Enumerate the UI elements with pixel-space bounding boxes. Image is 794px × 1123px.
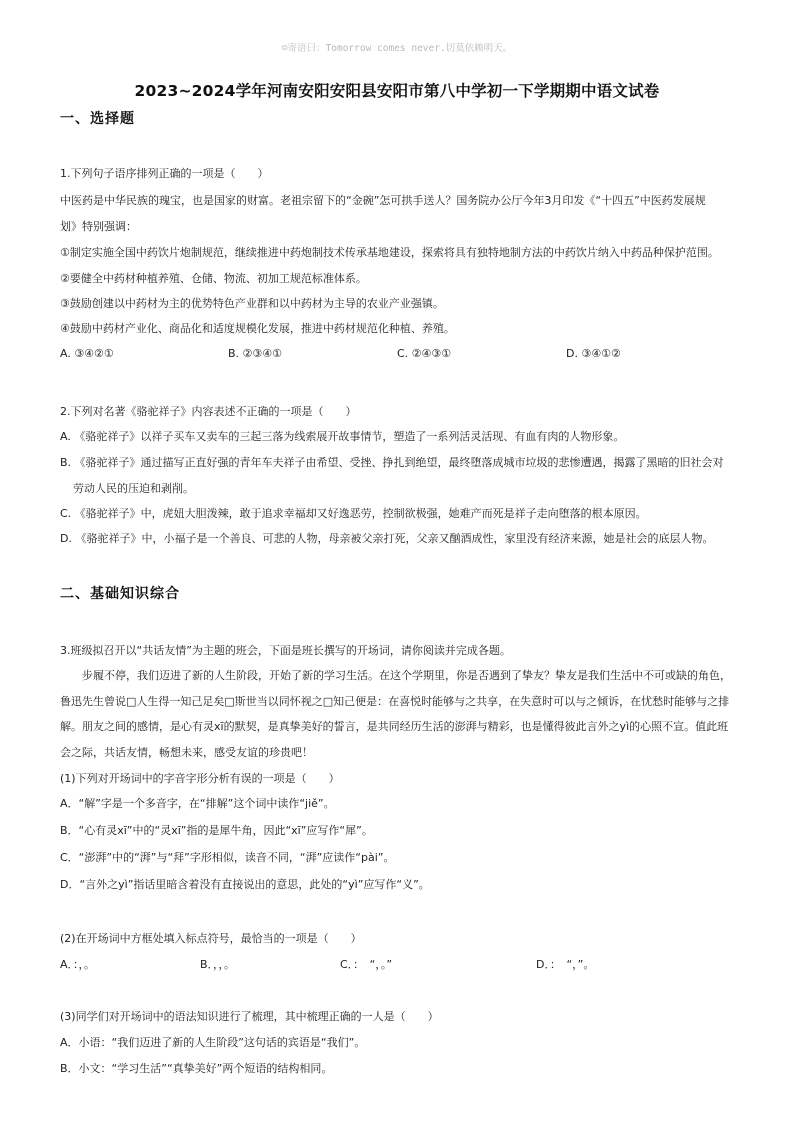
q3-sub3-option-b[interactable]: B．小文：“学习生活”“真挚美好”两个短语的结构相同。 xyxy=(60,1062,333,1075)
q3-passage-line: 解。朋友之间的感情，是心有灵xī的默契，是真挚美好的誓言，是共同经历生活的澎湃与精彩，也是懂得彼此言外之yì的心照不宣。值此班 xyxy=(60,720,729,733)
q3-sub1-option-b[interactable]: B．“心有灵xī”中的“灵xī”指的是犀牛角，因此“xī”应写作“犀”。 xyxy=(60,824,373,837)
header-motto: ☺寄语曰：Tomorrow comes never.切莫依赖明天。 xyxy=(281,43,513,54)
q3-sub1-option-d[interactable]: D．“言外之yì”指话里暗含着没有直接说出的意思，此处的“yì”应写作“义”。 xyxy=(60,878,430,891)
q2-option-a[interactable]: A. 《骆驼祥子》以祥子买车又卖车的三起三落为线索展开故事情节，塑造了一系列活灵活现、有血有肉的人物形象。 xyxy=(60,430,625,443)
q3-passage-line: 步履不停，我们迈进了新的人生阶段，开始了新的学习生活。在这个学期里，你是否遇到了挚友？挚友是我们生活中不可或缺的角色， xyxy=(60,669,731,682)
q1-passage-line: 中医药是中华民族的瑰宝，也是国家的财富。老祖宗留下的“金碗”怎可拱手送人？国务院办公厅今年3月印发《“十四五”中医药发展规 xyxy=(60,194,706,207)
q1-passage-line: 划》特别强调： xyxy=(60,220,137,233)
q1-option-d[interactable]: D. ③④①② xyxy=(566,347,621,360)
q1-item-3: ③鼓励创建以中药材为主的优势特色产业群和以中药材为主导的农业产业强镇。 xyxy=(60,297,444,310)
q1-option-b[interactable]: B. ②③④① xyxy=(228,347,282,360)
q3-sub2-option-b[interactable]: B．，，。 xyxy=(200,958,236,971)
q3-sub1-stem: (1)下列对开场词中的字音字形分析有误的一项是（ ） xyxy=(60,772,340,785)
section-heading-choice: 一、选择题 xyxy=(60,111,135,127)
q3-sub2-option-d[interactable]: D．： “，”。 xyxy=(536,958,595,971)
q1-item-2: ②要健全中药材种植养殖、仓储、物流、初加工规范标准体系。 xyxy=(60,272,367,285)
q3-sub2-stem: (2)在开场词中方框处填入标点符号，最恰当的一项是（ ） xyxy=(60,932,362,945)
q3-sub2-option-a[interactable]: A．：，。 xyxy=(60,958,96,971)
section-heading-basics: 二、基础知识综合 xyxy=(60,586,180,602)
q3-sub3-stem: (3)同学们对开场词中的语法知识进行了梳理，其中梳理正确的一人是（ ） xyxy=(60,1010,439,1023)
q2-option-d[interactable]: D. 《骆驼祥子》中，小福子是一个善良、可悲的人物，母亲被父亲打死，父亲又酗酒成性，家里没有经济来源，她是社会的底层人物。 xyxy=(60,532,714,545)
q3-passage-line: 会之际，共话友情，畅想未来，感受友谊的珍贵吧！ xyxy=(60,746,313,759)
q3-sub3-option-a[interactable]: A．小语：“我们迈进了新的人生阶段”这句话的宾语是“我们”。 xyxy=(60,1036,366,1049)
q2-option-b-continued[interactable]: 劳动人民的压迫和剥削。 xyxy=(73,482,194,495)
q1-item-4: ④鼓励中药材产业化、商品化和适度规模化发展，推进中药材规范化种植、养殖。 xyxy=(60,322,455,335)
q1-stem: 1.下列句子语序排列正确的一项是（ ） xyxy=(60,167,269,180)
q3-passage-line: 鲁迅先生曾说□人生得一知己足矣□斯世当以同怀视之□知己便是：在喜悦时能够与之共享，在失意时可以与之倾诉，在忧愁时能够与之排 xyxy=(60,695,730,708)
q3-sub1-option-a[interactable]: A．“解”字是一个多音字，在“排解”这个词中读作“jiě”。 xyxy=(60,797,335,810)
page-title: 2023~2024学年河南安阳安阳县安阳市第八中学初一下学期期中语文试卷 xyxy=(134,82,660,100)
q1-item-1: ①制定实施全国中药饮片炮制规范，继续推进中药炮制技术传承基地建设，探索将具有独特地制方法的中药饮片纳入中药品种保护范围。 xyxy=(60,246,719,259)
q1-option-a[interactable]: A. ③④②① xyxy=(60,347,114,360)
q1-option-c[interactable]: C. ②④③① xyxy=(397,347,452,360)
q3-stem: 3.班级拟召开以“共话友情”为主题的班会，下面是班长撰写的开场词，请你阅读并完成各题。 xyxy=(60,644,511,657)
q2-option-c[interactable]: C. 《骆驼祥子》中，虎妞大胆泼辣，敢于追求幸福却又好逸恶劳，控制欲极强，她难产而死是祥子走向堕落的根本原因。 xyxy=(60,507,647,520)
q2-stem: 2.下列对名著《骆驼祥子》内容表述不正确的一项是（ ） xyxy=(60,405,357,418)
q3-sub1-option-c[interactable]: C．“澎湃”中的“湃”与“拜”字形相似，读音不同，“湃”应读作“pài”。 xyxy=(60,851,395,864)
q2-option-b[interactable]: B. 《骆驼祥子》通过描写正直好强的青年车夫祥子由希望、受挫、挣扎到绝望，最终堕落成城市垃圾的悲惨遭遇，揭露了黑暗的旧社会对 xyxy=(60,456,724,469)
q3-sub2-option-c[interactable]: C．： “，。” xyxy=(340,958,393,971)
